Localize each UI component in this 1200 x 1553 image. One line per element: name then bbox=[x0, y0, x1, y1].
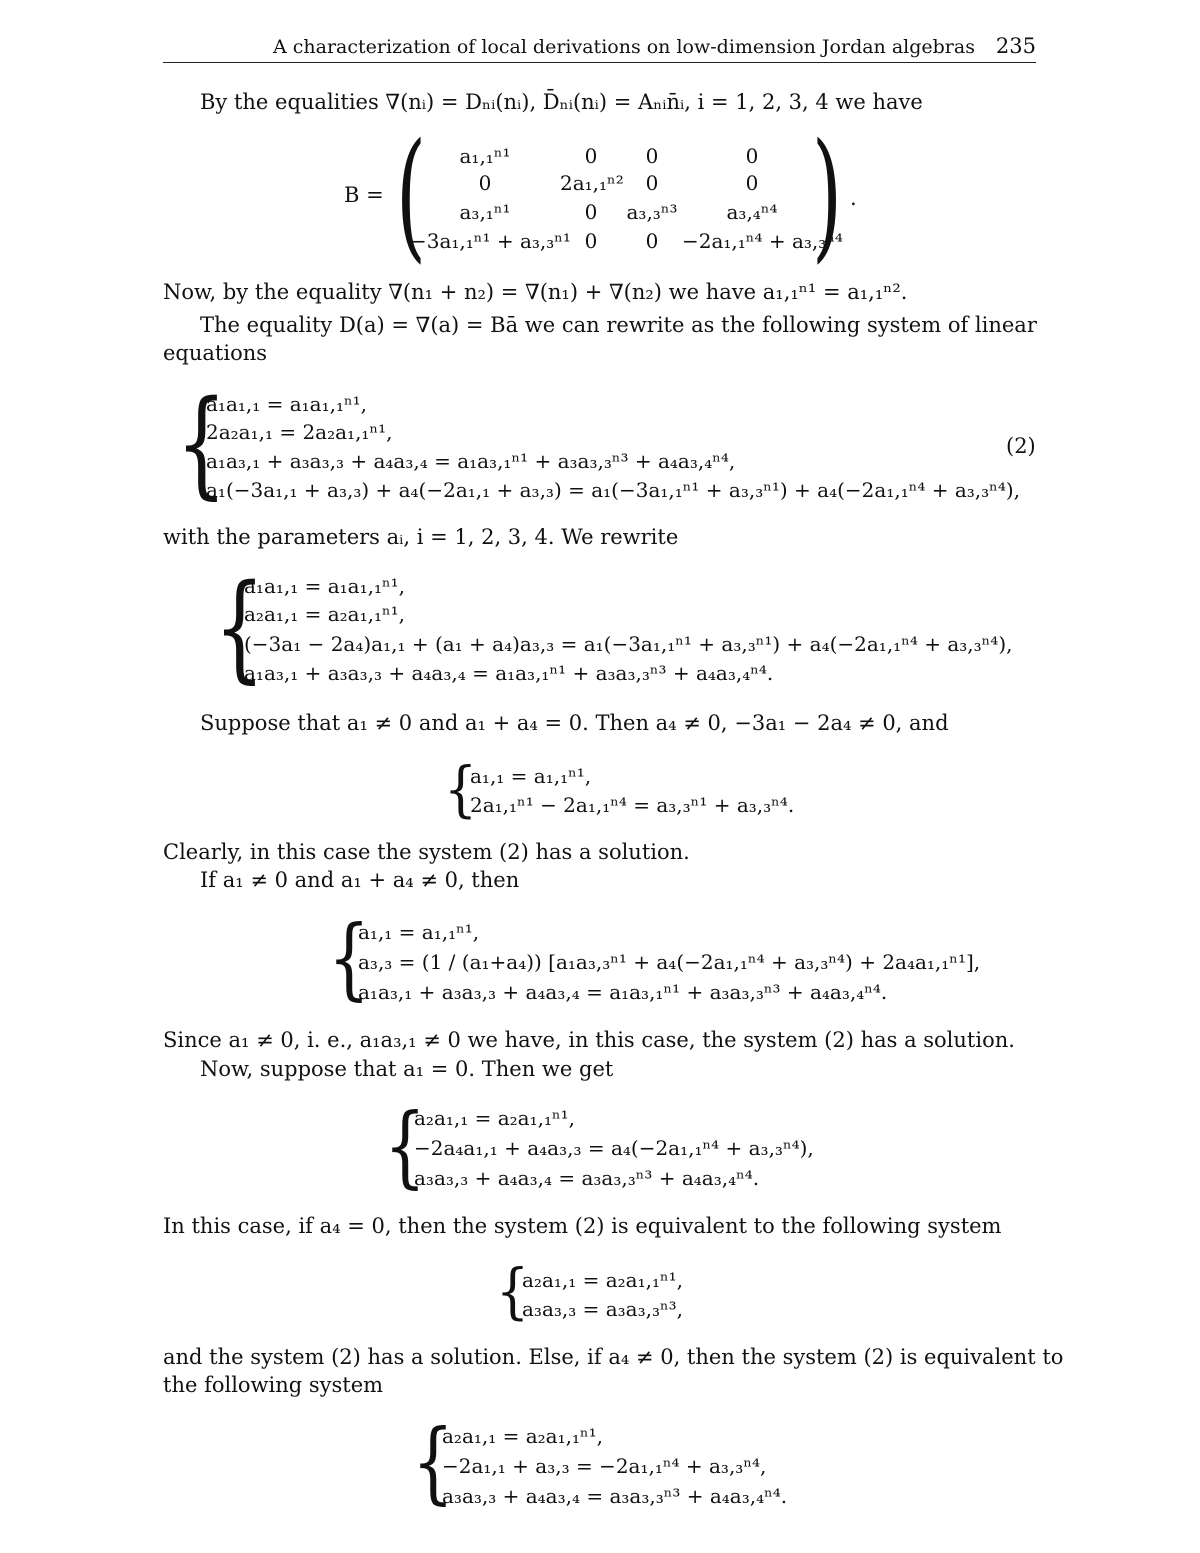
equation-row: a₃a₃,₃ + a₄a₃,₄ = a₃a₃,₃ⁿ³ + a₄a₃,₄ⁿ⁴. bbox=[442, 1484, 788, 1508]
matrix-cell: 0 bbox=[584, 229, 598, 253]
running-header bbox=[163, 34, 1036, 63]
left-brace: { bbox=[496, 1257, 530, 1327]
matrix-right-paren: ) bbox=[812, 114, 843, 277]
equation-row: a₁a₃,₁ + a₃a₃,₃ + a₄a₃,₄ = a₁a₃,₁ⁿ¹ + a₃a₃,₃ⁿ³ + a₄a₃,₄ⁿ⁴. bbox=[358, 980, 888, 1004]
equation-row: a₁a₃,₁ + a₃a₃,₃ + a₄a₃,₄ = a₁a₃,₁ⁿ¹ + a₃a₃,₃ⁿ³ + a₄a₃,₄ⁿ⁴, bbox=[206, 449, 736, 473]
equation-row: a₁a₃,₁ + a₃a₃,₃ + a₄a₃,₄ = a₁a₃,₁ⁿ¹ + a₃a₃,₃ⁿ³ + a₄a₃,₄ⁿ⁴. bbox=[244, 661, 774, 685]
running-title: A characterization of local derivations on low-dimension Jordan algebras bbox=[273, 36, 975, 58]
matrix-cell: −3a₁,₁ⁿ¹ + a₃,₃ⁿ¹ bbox=[410, 229, 571, 253]
left-brace: { bbox=[176, 375, 227, 511]
matrix-cell: 0 bbox=[745, 144, 759, 168]
paragraph: Clearly, in this case the system (2) has a solution. bbox=[163, 840, 690, 864]
equation-row: a₁,₁ = a₁,₁ⁿ¹, bbox=[470, 764, 592, 788]
matrix-lhs: B = bbox=[344, 183, 384, 207]
matrix-trailing-period: . bbox=[850, 186, 857, 210]
paragraph: and the system (2) has a solution. Else, if a₄ ≠ 0, then the system (2) is equivalent to bbox=[163, 1345, 1064, 1369]
matrix-cell: a₃,₁ⁿ¹ bbox=[459, 200, 511, 224]
equation-number: (2) bbox=[1006, 434, 1036, 458]
matrix-cell: 0 bbox=[645, 144, 659, 168]
page-number: 235 bbox=[995, 34, 1036, 58]
equation-row: 2a₂a₁,₁ = 2a₂a₁,₁ⁿ¹, bbox=[206, 420, 393, 444]
paragraph: The equality D(a) = ∇(a) = Bā we can rewrite as the following system of linear bbox=[200, 313, 1037, 337]
matrix-cell: 0 bbox=[584, 200, 598, 224]
equation-row: a₂a₁,₁ = a₂a₁,₁ⁿ¹, bbox=[442, 1424, 604, 1448]
matrix-cell: 0 bbox=[745, 171, 759, 195]
equation-row: −2a₁,₁ + a₃,₃ = −2a₁,₁ⁿ⁴ + a₃,₃ⁿ⁴, bbox=[442, 1454, 767, 1478]
equation-row: a₁a₁,₁ = a₁a₁,₁ⁿ¹, bbox=[206, 392, 368, 416]
equation-row: a₃a₃,₃ = a₃a₃,₃ⁿ³, bbox=[522, 1297, 684, 1321]
paragraph: Since a₁ ≠ 0, i. e., a₁a₃,₁ ≠ 0 we have, in this case, the system (2) has a solution. bbox=[163, 1028, 1015, 1052]
paragraph: the following system bbox=[163, 1373, 384, 1397]
left-brace: { bbox=[384, 1093, 426, 1198]
matrix-cell: −2a₁,₁ⁿ⁴ + a₃,₃ⁿ⁴ bbox=[682, 229, 843, 253]
matrix-cell: 2a₁,₁ⁿ² bbox=[560, 171, 624, 195]
equation-row: 2a₁,₁ⁿ¹ − 2a₁,₁ⁿ⁴ = a₃,₃ⁿ¹ + a₃,₃ⁿ⁴. bbox=[470, 793, 795, 817]
matrix-cell: a₃,₄ⁿ⁴ bbox=[726, 200, 778, 224]
equation-row: a₂a₁,₁ = a₂a₁,₁ⁿ¹, bbox=[244, 602, 406, 626]
left-brace: { bbox=[412, 1409, 454, 1514]
equation-row: a₂a₁,₁ = a₂a₁,₁ⁿ¹, bbox=[522, 1268, 684, 1292]
equation-row: a₁,₁ = a₁,₁ⁿ¹, bbox=[358, 920, 480, 944]
matrix-cell: 0 bbox=[645, 229, 659, 253]
paragraph: Suppose that a₁ ≠ 0 and a₁ + a₄ = 0. Then a₄ ≠ 0, −3a₁ − 2a₄ ≠ 0, and bbox=[200, 711, 949, 735]
paragraph: equations bbox=[163, 341, 268, 365]
left-brace: { bbox=[444, 755, 478, 825]
equation-row: a₃,₃ = (1 / (a₁+a₄)) [a₁a₃,₃ⁿ¹ + a₄(−2a₁,₁ⁿ⁴ + a₃,₃ⁿ⁴) + 2a₄a₁,₁ⁿ¹], bbox=[358, 950, 981, 974]
equation-row: −2a₄a₁,₁ + a₄a₃,₃ = a₄(−2a₁,₁ⁿ⁴ + a₃,₃ⁿ⁴), bbox=[414, 1136, 814, 1160]
equation-row: a₃a₃,₃ + a₄a₃,₄ = a₃a₃,₃ⁿ³ + a₄a₃,₄ⁿ⁴. bbox=[414, 1166, 760, 1190]
equation-row: (−3a₁ − 2a₄)a₁,₁ + (a₁ + a₄)a₃,₃ = a₁(−3a₁,₁ⁿ¹ + a₃,₃ⁿ¹) + a₄(−2a₁,₁ⁿ⁴ + a₃,₃ⁿ⁴), bbox=[244, 632, 1013, 656]
matrix-cell: 0 bbox=[478, 171, 492, 195]
matrix-cell: a₁,₁ⁿ¹ bbox=[459, 144, 511, 168]
left-brace: { bbox=[328, 905, 370, 1010]
matrix-cell: a₃,₃ⁿ³ bbox=[626, 200, 678, 224]
matrix-cell: 0 bbox=[645, 171, 659, 195]
matrix-left-paren: ( bbox=[396, 114, 427, 277]
paragraph: Now, suppose that a₁ = 0. Then we get bbox=[200, 1057, 614, 1081]
equation-row: a₁(−3a₁,₁ + a₃,₃) + a₄(−2a₁,₁ + a₃,₃) = a₁(−3a₁,₁ⁿ¹ + a₃,₃ⁿ¹) + a₄(−2a₁,₁ⁿ⁴ + a₃,₃ⁿ⁴), bbox=[206, 478, 1020, 502]
paragraph: Now, by the equality ∇(n₁ + n₂) = ∇(n₁) + ∇(n₂) we have a₁,₁ⁿ¹ = a₁,₁ⁿ². bbox=[163, 280, 908, 304]
paragraph: with the parameters aᵢ, i = 1, 2, 3, 4. We rewrite bbox=[163, 525, 679, 549]
paragraph: In this case, if a₄ = 0, then the system (2) is equivalent to the following system bbox=[163, 1214, 1002, 1238]
equation-row: a₂a₁,₁ = a₂a₁,₁ⁿ¹, bbox=[414, 1106, 576, 1130]
matrix-cell: 0 bbox=[584, 144, 598, 168]
equation-row: a₁a₁,₁ = a₁a₁,₁ⁿ¹, bbox=[244, 574, 406, 598]
left-brace: { bbox=[214, 559, 265, 695]
intro-line: By the equalities ∇(nᵢ) = Dₙᵢ(nᵢ), D̄ₙᵢ(nᵢ) = Aₙᵢn̄ᵢ, i = 1, 2, 3, 4 we have bbox=[200, 90, 923, 114]
paragraph: If a₁ ≠ 0 and a₁ + a₄ ≠ 0, then bbox=[200, 868, 520, 892]
